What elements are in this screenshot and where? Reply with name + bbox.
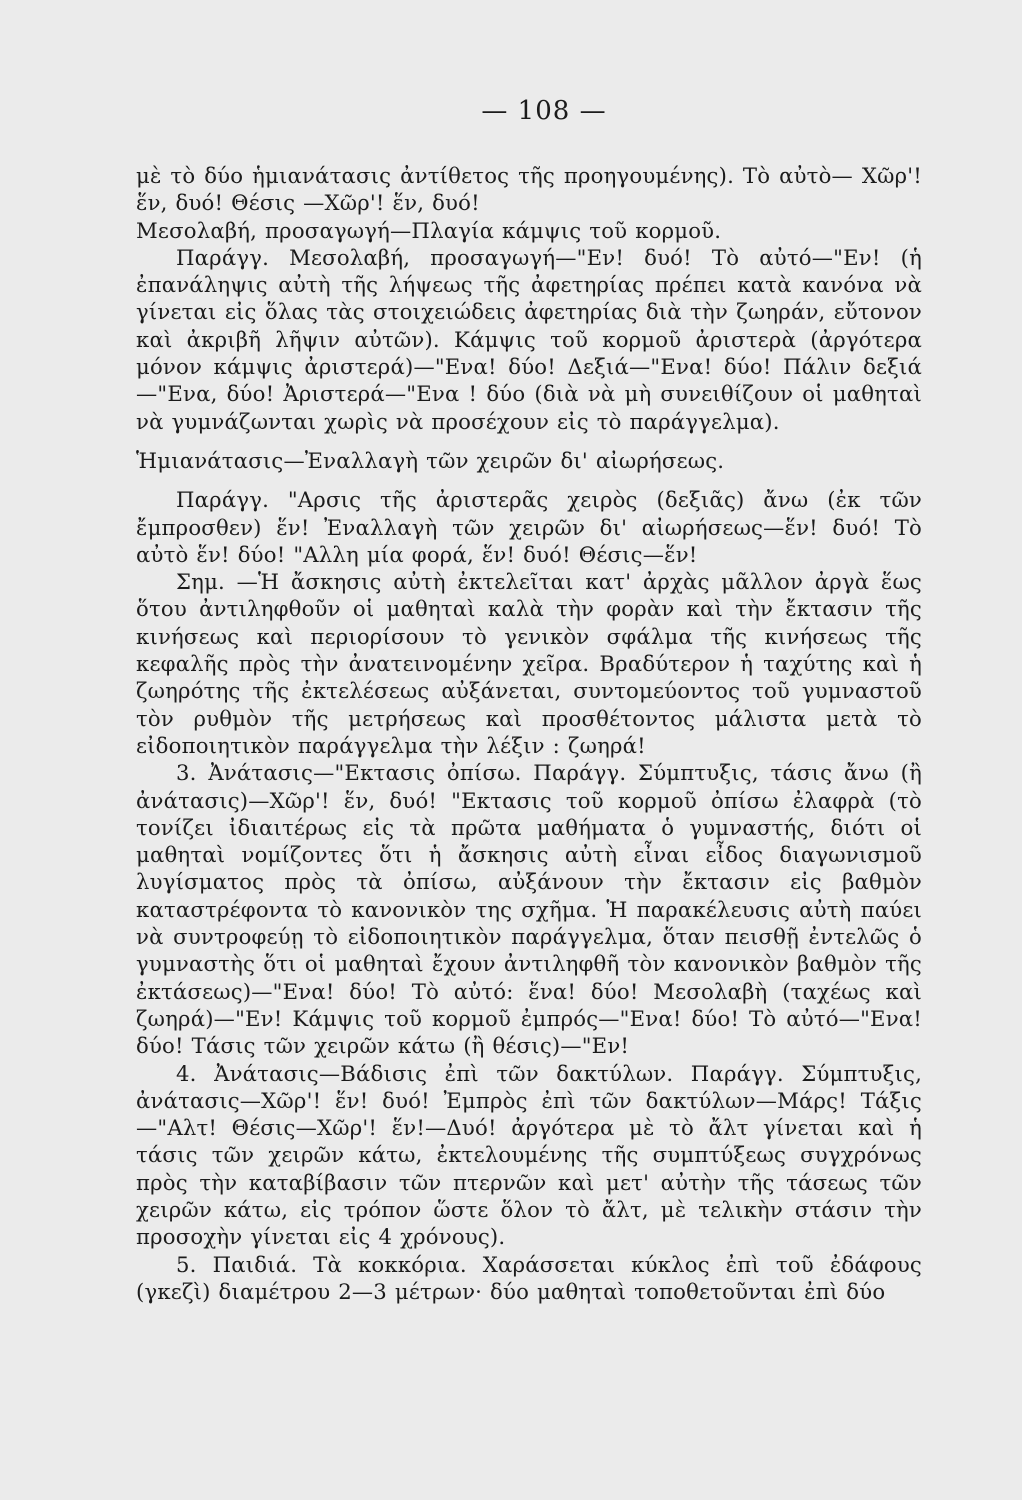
paragraph-exercise-heading: Ἡμιανάτασις—Ἐναλλαγὴ τῶν χειρῶν δι' αἰωρήσεως.	[136, 447, 725, 473]
paragraph-exercise-3: 3. Ἀνάτασις—"Εκτασις ὀπίσω. Παράγγ. Σύμπτυξις, τάσις ἄνω (ἢ ἀνάτασις)—Χῶρ'! ἕν, δυό! "Εκτασις τοῦ κορμοῦ ὀπίσω ἐλαφρὰ (τὸ τονίζει ἰδιαιτέρως εἰς τὰ πρῶτα μαθήματα ὁ γυμναστής, διότι οἱ μαθηταὶ νομίζοντες ὅτι ἡ ἄσκησις αὐτὴ εἶναι εἶδος διαγωνισμοῦ λυγίσματος πρὸς τὰ ὀπίσω, αὐξάνουν τὴν ἔκτασιν εἰς βαθμὸν καταστρέφοντα τὸ κανονικὸν της σχῆμα. Ἡ παρακέλευσις αὐτὴ παύει νὰ συντροφεύῃ τὸ εἰδοποιητικὸν παράγγελμα, ὅταν πεισθῇ ἐντελῶς ὁ γυμναστὴς ὅτι οἱ μαθηταὶ ἔχουν ἀντιληφθῆ τὸν κανονικὸν βαθμὸν τῆς ἐκτάσεως)—"Ενα! δύο! Τὸ αὐτό: ἕνα! δύο! Μεσολαβὴ (ταχέως καὶ ζωηρά)—"Εν! Κάμψις τοῦ κορμοῦ ἐμπρός—"Ενα! δύο! Τὸ αὐτό—"Ενα! δύο! Τάσις τῶν χειρῶν κάτω (ἢ θέσις)—"Εν!	[136, 760, 922, 1059]
paragraph-command-arm-swing: Παράγγ. "Αρσις τῆς ἀριστερᾶς χειρὸς (δεξιᾶς) ἄνω (ἐκ τῶν ἔμπροσθεν) ἕν! Ἐναλλαγὴ τῶν χειρῶν δι' αἰωρήσεως—ἕν! δυό! Τὸ αὐτὸ ἕν! δύο! "Αλλη μία φορά, ἕν! δυό! Θέσις—ἕν!	[136, 487, 922, 567]
paragraph-note: Σημ. —Ἡ ἄσκησις αὐτὴ ἐκτελεῖται κατ' ἀρχὰς μᾶλλον ἀργὰ ἕως ὅτου ἀντιληφθοῦν οἱ μαθηταὶ καλὰ τὴν φορὰν καὶ τὴν ἔκτασιν τῆς κινήσεως καὶ περιορίσουν τὸ γενικὸν σφάλμα τῆς κινήσεως τῆς κεφαλῆς πρὸς τὴν ἀνατεινομένην χεῖρα. Βραδύτερον ἡ ταχύτης καὶ ἡ ζωηρότης τῆς ἐκτελέσεως αὐξάνεται, συντομεύοντος τοῦ γυμναστοῦ τὸν ρυθμὸν τῆς μετρήσεως καὶ προσθέτοντος μάλιστα μετὰ τὸ εἰδοποιητικὸν παράγγελμα τὴν λέξιν : ζωηρά!	[136, 569, 922, 758]
paragraph-command-lateral-bend: Παράγγ. Μεσολαβή, προσαγωγή—"Εν! δυό! Τὸ αὐτό—"Εν! (ἡ ἐπανάληψις αὐτὴ τῆς λήψεως τῆς ἀφετηρίας πρέπει κατὰ κανόνα νὰ γίνεται εἰς ὅλας τὰς στοιχειώδεις ἀφετηρίας διὰ τὴν ζωηράν, εὔτονον καὶ ἀκριβῆ λῆψιν αὐτῶν). Κάμψις τοῦ κορμοῦ ἀριστερὰ (ἀργότερα μόνον κάμψις ἀριστερά)—"Ενα! δύο! Δεξιά—"Ενα! δύο! Πάλιν δεξιά—"Ενα, δύο! Ἀριστερά—"Ενα ! δύο (διὰ νὰ μὴ συνειθίζουν οἱ μαθηταὶ νὰ γυμνάζωνται χωρὶς νὰ προσέχουν εἰς τὸ παράγγελμα).	[136, 244, 922, 434]
paragraph-continuation: μὲ τὸ δύο ἡμιανάτασις ἀντίθετος τῆς προηγουμένης). Τὸ αὐτὸ— Χῶρ'! ἕν, δυό! Θέσις —Χῶρ'! ἕν, δυό!	[136, 163, 922, 216]
paragraph-exercise-4: 4. Ἀνάτασις—Βάδισις ἐπὶ τῶν δακτύλων. Παράγγ. Σύμπτυξις, ἀνάτασις—Χῶρ'! ἕν! δυό! Ἐμπρὸς ἐπὶ τῶν δακτύλων—Μάρς! Τάξις—"Αλτ! Θέσις—Χῶρ'! ἕν!—Δυό! ἀργότερα μὲ τὸ ἄλτ γίνεται καὶ ἡ τάσις τῶν χειρῶν κάτω, ἐκτελουμένης τῆς συμπτύξεως συγχρόνως πρὸς τὴν καταβίβασιν τῶν πτερνῶν καὶ μετ' αὐτὴν τῆς τάσεως τῶν χειρῶν κάτω, εἰς τρόπον ὥστε ὅλον τὸ ἄλτ, μὲ τελικὴν στάσιν τὴν προσοχὴν γίνεται εἰς 4 χρόνους).	[136, 1060, 922, 1250]
paragraph-exercise-heading: Μεσολαβή, προσαγωγή—Πλαγία κάμψις τοῦ κορμοῦ.	[136, 217, 722, 243]
page-number: — 108 —	[481, 96, 607, 126]
paragraph-game-5: 5. Παιδιά. Τὰ κοκκόρια. Χαράσσεται κύκλος ἐπὶ τοῦ ἐδάφους (γκεζὶ) διαμέτρου 2—3 μέτρων· δύο μαθηταὶ τοποθετοῦνται ἐπὶ δύο	[136, 1251, 922, 1304]
